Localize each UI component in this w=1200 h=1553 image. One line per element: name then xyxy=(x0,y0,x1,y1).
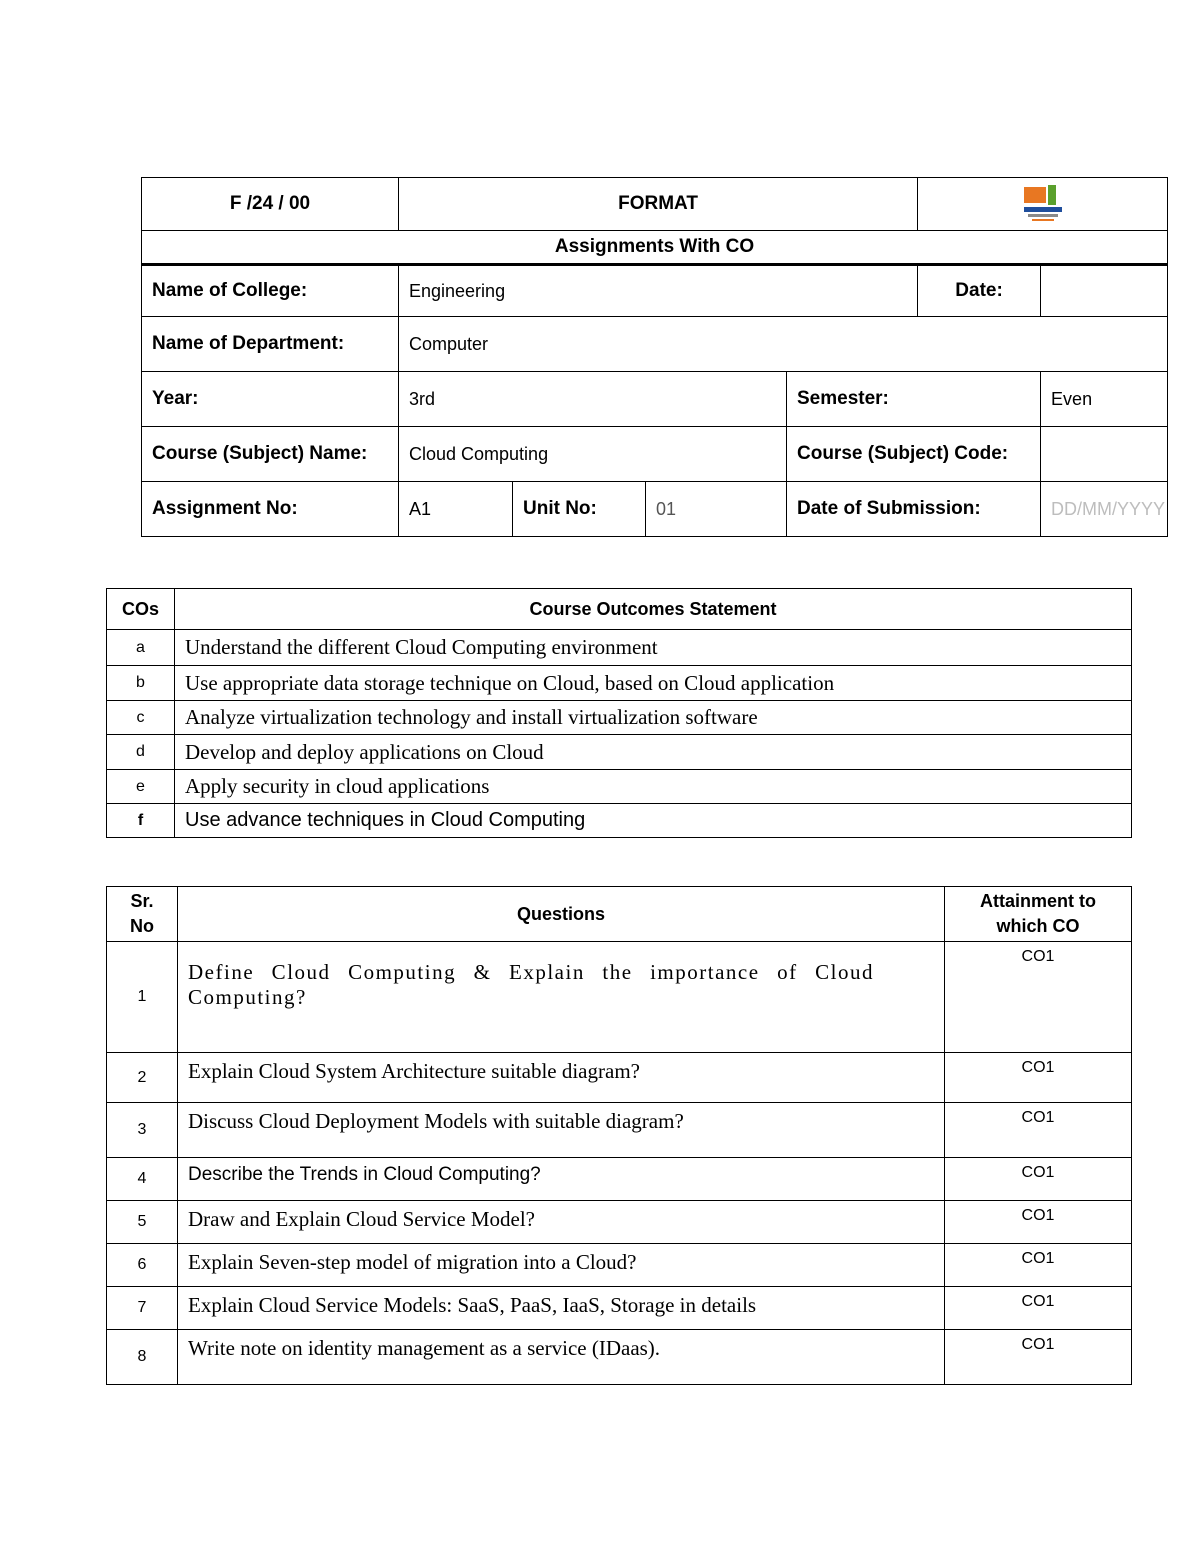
question-text: Draw and Explain Cloud Service Model? xyxy=(178,1201,945,1244)
co-code: c xyxy=(107,701,175,735)
question-row xyxy=(107,1287,1132,1330)
question-text: Discuss Cloud Deployment Models with suitable diagram? xyxy=(178,1103,945,1158)
submission-label: Date of Submission: xyxy=(787,482,1041,537)
question-row xyxy=(107,942,1132,1053)
question-text: Explain Seven-step model of migration into a Cloud? xyxy=(178,1244,945,1287)
co-code: e xyxy=(107,770,175,804)
question-co: CO1 xyxy=(945,942,1132,1053)
question-row xyxy=(107,1244,1132,1287)
co-row xyxy=(107,630,1132,666)
course-name-label: Course (Subject) Name: xyxy=(142,427,399,482)
question-co: CO1 xyxy=(945,1053,1132,1103)
question-row xyxy=(107,1201,1132,1244)
header-table xyxy=(141,177,1168,537)
date-label: Date: xyxy=(918,265,1041,317)
format-label: FORMAT xyxy=(399,178,918,231)
question-number: 2 xyxy=(107,1053,178,1103)
college-value: Engineering xyxy=(399,265,918,317)
co-header-code: COs xyxy=(107,589,175,630)
co-statement: Analyze virtualization technology and install virtualization software xyxy=(175,701,1132,735)
co-code: d xyxy=(107,735,175,770)
question-co: CO1 xyxy=(945,1158,1132,1201)
question-number: 3 xyxy=(107,1103,178,1158)
question-number: 8 xyxy=(107,1330,178,1385)
course-outcomes-table xyxy=(106,588,1132,838)
question-row xyxy=(107,1158,1132,1201)
question-co: CO1 xyxy=(945,1244,1132,1287)
college-logo-icon xyxy=(1022,183,1064,225)
question-text: Define Cloud Computing & Explain the importance of Cloud Computing? xyxy=(178,942,945,1053)
question-co: CO1 xyxy=(945,1201,1132,1244)
question-text: Explain Cloud System Architecture suitable diagram? xyxy=(178,1053,945,1103)
co-statement: Apply security in cloud applications xyxy=(175,770,1132,804)
question-co: CO1 xyxy=(945,1287,1132,1330)
assignment-label: Assignment No: xyxy=(142,482,399,537)
date-value xyxy=(1041,265,1168,317)
co-code: a xyxy=(107,630,175,666)
co-row xyxy=(107,666,1132,701)
co-statement: Understand the different Cloud Computing environment xyxy=(175,630,1132,666)
form-code: F /24 / 00 xyxy=(142,178,399,231)
question-text: Write note on identity management as a service (IDaas). xyxy=(178,1330,945,1385)
question-text: Describe the Trends in Cloud Computing? xyxy=(178,1158,945,1201)
question-co: CO1 xyxy=(945,1103,1132,1158)
college-label: Name of College: xyxy=(142,265,399,317)
co-row xyxy=(107,735,1132,770)
co-code: f xyxy=(107,804,175,838)
course-code-label: Course (Subject) Code: xyxy=(787,427,1041,482)
questions-header-question: Questions xyxy=(178,887,945,942)
questions-table xyxy=(106,886,1132,1385)
department-label: Name of Department: xyxy=(142,317,399,372)
unit-label: Unit No: xyxy=(513,482,646,537)
course-code-value xyxy=(1041,427,1168,482)
co-statement: Use appropriate data storage technique on Cloud, based on Cloud application xyxy=(175,666,1132,701)
question-number: 6 xyxy=(107,1244,178,1287)
assignment-value: A1 xyxy=(399,482,513,537)
semester-value: Even xyxy=(1041,372,1168,427)
unit-value: 01 xyxy=(646,482,787,537)
co-statement: Develop and deploy applications on Cloud xyxy=(175,735,1132,770)
department-value: Computer xyxy=(399,317,1168,372)
co-row xyxy=(107,770,1132,804)
question-number: 5 xyxy=(107,1201,178,1244)
document-title: Assignments With CO xyxy=(142,231,1168,265)
semester-label: Semester: xyxy=(787,372,1041,427)
co-row xyxy=(107,701,1132,735)
course-name-value: Cloud Computing xyxy=(399,427,787,482)
co-statement: Use advance techniques in Cloud Computing xyxy=(175,804,1132,838)
year-label: Year: xyxy=(142,372,399,427)
co-header-statement: Course Outcomes Statement xyxy=(175,589,1132,630)
question-text: Explain Cloud Service Models: SaaS, PaaS, IaaS, Storage in details xyxy=(178,1287,945,1330)
logo-cell xyxy=(918,178,1168,231)
questions-header-attainment: Attainment to which CO xyxy=(945,887,1132,942)
question-number: 4 xyxy=(107,1158,178,1201)
question-row xyxy=(107,1330,1132,1385)
question-row xyxy=(107,1103,1132,1158)
question-co: CO1 xyxy=(945,1330,1132,1385)
co-code: b xyxy=(107,666,175,701)
question-number: 1 xyxy=(107,942,178,1053)
year-value: 3rd xyxy=(399,372,787,427)
co-row xyxy=(107,804,1132,838)
question-number: 7 xyxy=(107,1287,178,1330)
questions-header-sr: Sr. No xyxy=(107,887,178,942)
submission-date-placeholder: DD/MM/YYYY xyxy=(1041,482,1168,537)
question-row xyxy=(107,1053,1132,1103)
